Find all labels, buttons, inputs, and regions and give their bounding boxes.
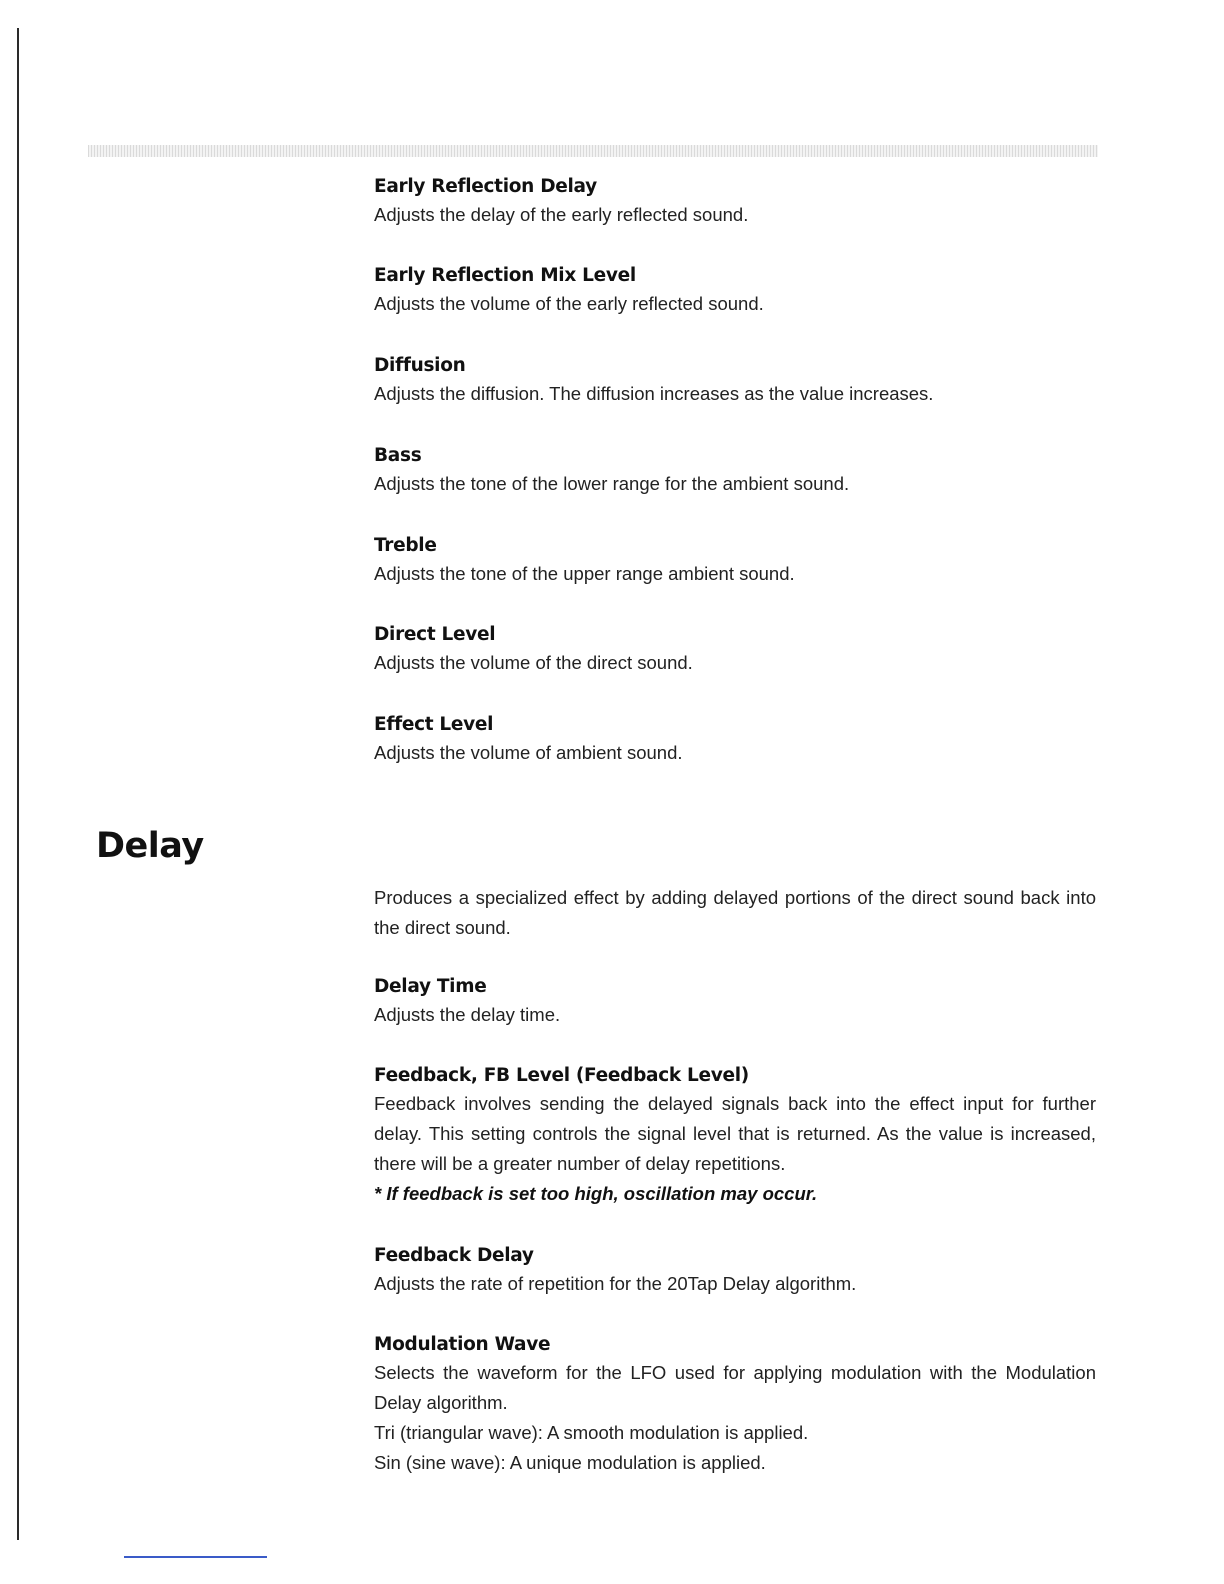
- param-entry-bass: [374, 443, 1096, 499]
- param-heading: Modulation Wave: [374, 1334, 551, 1355]
- footer-rule: [124, 1556, 267, 1558]
- param-entry-early-reflection-delay: [374, 174, 1096, 230]
- param-entry-modulation-wave: [374, 1332, 1096, 1478]
- intro-paragraph: Produces a specialized effect by adding delayed portions of the direct sound back into the direct sound.: [374, 887, 1096, 938]
- param-entry-effect-level: [374, 712, 1096, 768]
- param-heading: Feedback Delay: [374, 1245, 534, 1266]
- param-heading: Delay Time: [374, 976, 487, 997]
- param-description: Adjusts the delay time.: [374, 1004, 561, 1025]
- param-entry-early-reflection-mix-level: [374, 263, 1096, 319]
- param-description: Adjusts the tone of the lower range for the ambient sound.: [374, 473, 850, 494]
- margin-rule: [17, 28, 19, 1540]
- param-description: Selects the waveform for the LFO used for applying modulation with the Modulation Delay algorithm.: [374, 1362, 1096, 1413]
- param-description: Adjusts the diffusion. The diffusion increases as the value increases.: [374, 383, 934, 404]
- param-heading: Treble: [374, 535, 437, 556]
- param-heading: Diffusion: [374, 355, 466, 376]
- section-title-delay: Delay: [96, 826, 204, 866]
- param-entry-direct-level: [374, 622, 1096, 678]
- param-entry-treble: [374, 533, 1096, 589]
- param-entry-diffusion: [374, 353, 1096, 409]
- param-heading: Bass: [374, 445, 422, 466]
- param-description: Adjusts the volume of the direct sound.: [374, 652, 693, 673]
- param-description: Adjusts the volume of the early reflected sound.: [374, 293, 764, 314]
- param-description: Adjusts the delay of the early reflected sound.: [374, 204, 749, 225]
- warning-note: * If feedback is set too high, oscillation may occur.: [374, 1183, 818, 1204]
- param-heading: Effect Level: [374, 714, 494, 735]
- param-description: Adjusts the tone of the upper range ambient sound.: [374, 563, 795, 584]
- param-entry-delay-time: [374, 974, 1096, 1030]
- wave-option-sin: Sin (sine wave): A unique modulation is applied.: [374, 1452, 766, 1473]
- wave-option-tri: Tri (triangular wave): A smooth modulation is applied.: [374, 1422, 809, 1443]
- param-entry-feedback: [374, 1063, 1096, 1209]
- param-entry-feedback-delay: [374, 1243, 1096, 1299]
- param-description: Feedback involves sending the delayed signals back into the effect input for further delay. This setting controls the signal level that is returned. As the value is increased, there will be a greater number of delay repetitions.: [374, 1093, 1096, 1174]
- param-heading: Direct Level: [374, 624, 496, 645]
- param-description: Adjusts the volume of ambient sound.: [374, 742, 683, 763]
- param-description: Adjusts the rate of repetition for the 20Tap Delay algorithm.: [374, 1273, 857, 1294]
- param-heading: Early Reflection Delay: [374, 176, 597, 197]
- delay-intro: [374, 883, 1096, 943]
- param-heading: Early Reflection Mix Level: [374, 265, 636, 286]
- param-heading: Feedback, FB Level (Feedback Level): [374, 1065, 749, 1086]
- header-band: [88, 145, 1098, 157]
